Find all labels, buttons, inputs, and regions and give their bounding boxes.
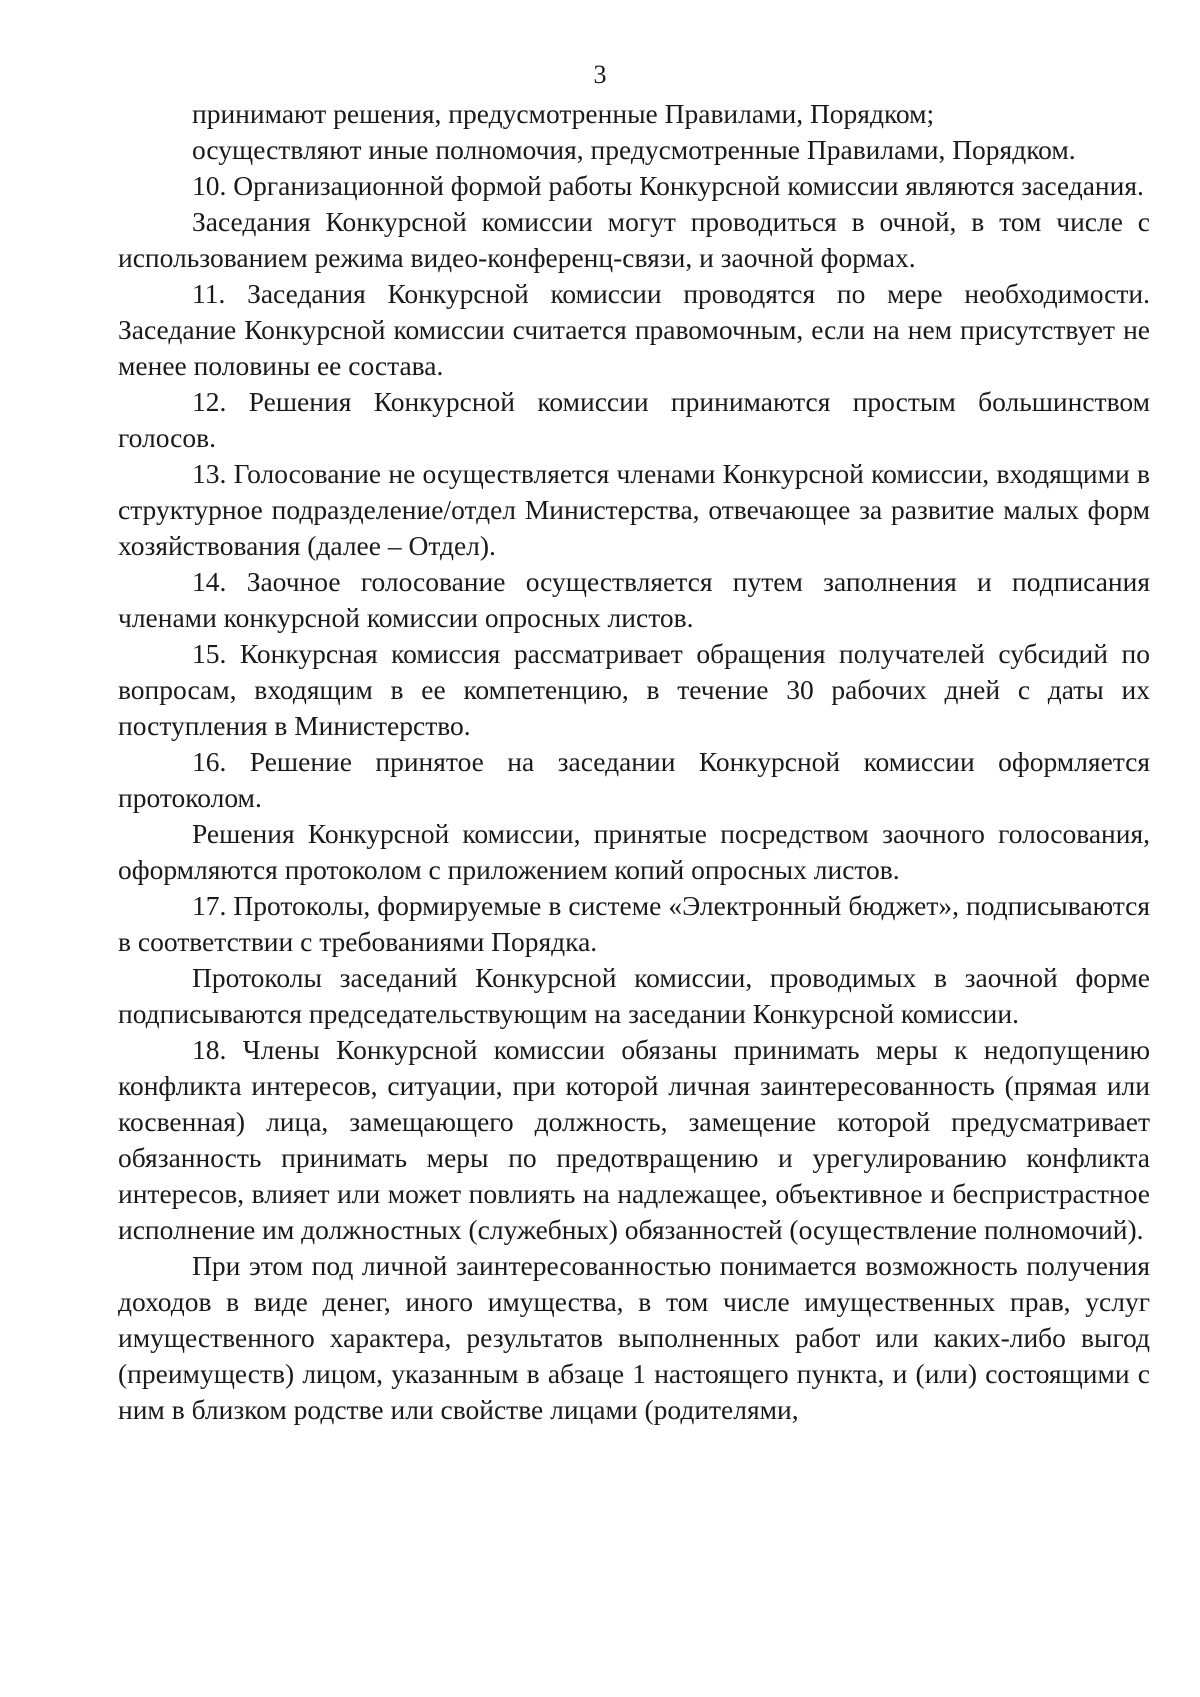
page-number: 3 xyxy=(593,60,607,89)
paragraph: Заседания Конкурсной комиссии могут проводиться в очной, в том числе с использованием режима видео-конференц-связи, и заочной формах. xyxy=(118,206,1150,273)
paragraph: Решения Конкурсной комиссии, принятые посредством заочного голосования, оформляются протоколом с приложением копий опросных листов. xyxy=(118,818,1150,885)
document-body xyxy=(118,96,1150,1428)
paragraph: принимают решения, предусмотренные Правилами, Порядком; xyxy=(192,98,935,129)
paragraph: 14. Заочное голосование осуществляется путем заполнения и подписания членами конкурсной комиссии опросных листов. xyxy=(118,566,1150,633)
paragraph: 13. Голосование не осуществляется членами Конкурсной комиссии, входящими в структурное подразделение/отдел Министерства, отвечающее за развитие малых форм хозяйствования (далее – Отдел). xyxy=(118,458,1150,561)
paragraph: 11. Заседания Конкурсной комиссии проводятся по мере необходимости. Заседание Конкурсной комиссии считается правомочным, если на нем присутствует не менее половины ее состава. xyxy=(118,278,1150,381)
paragraph: 17. Протоколы, формируемые в системе «Электронный бюджет», подписываются в соответствии с требованиями Порядка. xyxy=(118,890,1150,957)
paragraph: 15. Конкурсная комиссия рассматривает обращения получателей субсидий по вопросам, входящим в ее компетенцию, в течение 30 рабочих дней с даты их поступления в Министерство. xyxy=(118,638,1150,741)
paragraph: Протоколы заседаний Конкурсной комиссии, проводимых в заочной форме подписываются председательствующим на заседании Конкурсной комиссии. xyxy=(118,962,1150,1029)
paragraph: 18. Члены Конкурсной комиссии обязаны принимать меры к недопущению конфликта интересов, ситуации, при которой личная заинтересованность (прямая или косвенная) лица, замещающего должность, замещение которой предусматривает обязанность принимать меры по предотвращению и урегулированию конфликта интересов, влияет или может повлиять на надлежащее, объективное и беспристрастное исполнение им должностных (служебных) обязанностей (осуществление полномочий). xyxy=(118,1034,1150,1245)
paragraph: 16. Решение принятое на заседании Конкурсной комиссии оформляется протоколом. xyxy=(118,746,1150,813)
paragraph: 10. Организационной формой работы Конкурсной комиссии являются заседания. xyxy=(192,170,1144,201)
paragraph: При этом под личной заинтересованностью понимается возможность получения доходов в виде денег, иного имущества, в том числе имущественных прав, услуг имущественного характера, результатов выполненных работ или каких-либо выгод (преимуществ) лицом, указанным в абзаце 1 настоящего пункта, и (или) состоящими с ним в близком родстве или свойстве лицами (родителями, xyxy=(118,1250,1150,1425)
paragraph: осуществляют иные полномочия, предусмотренные Правилами, Порядком. xyxy=(192,134,1076,165)
paragraph: 12. Решения Конкурсной комиссии принимаются простым большинством голосов. xyxy=(118,386,1150,453)
